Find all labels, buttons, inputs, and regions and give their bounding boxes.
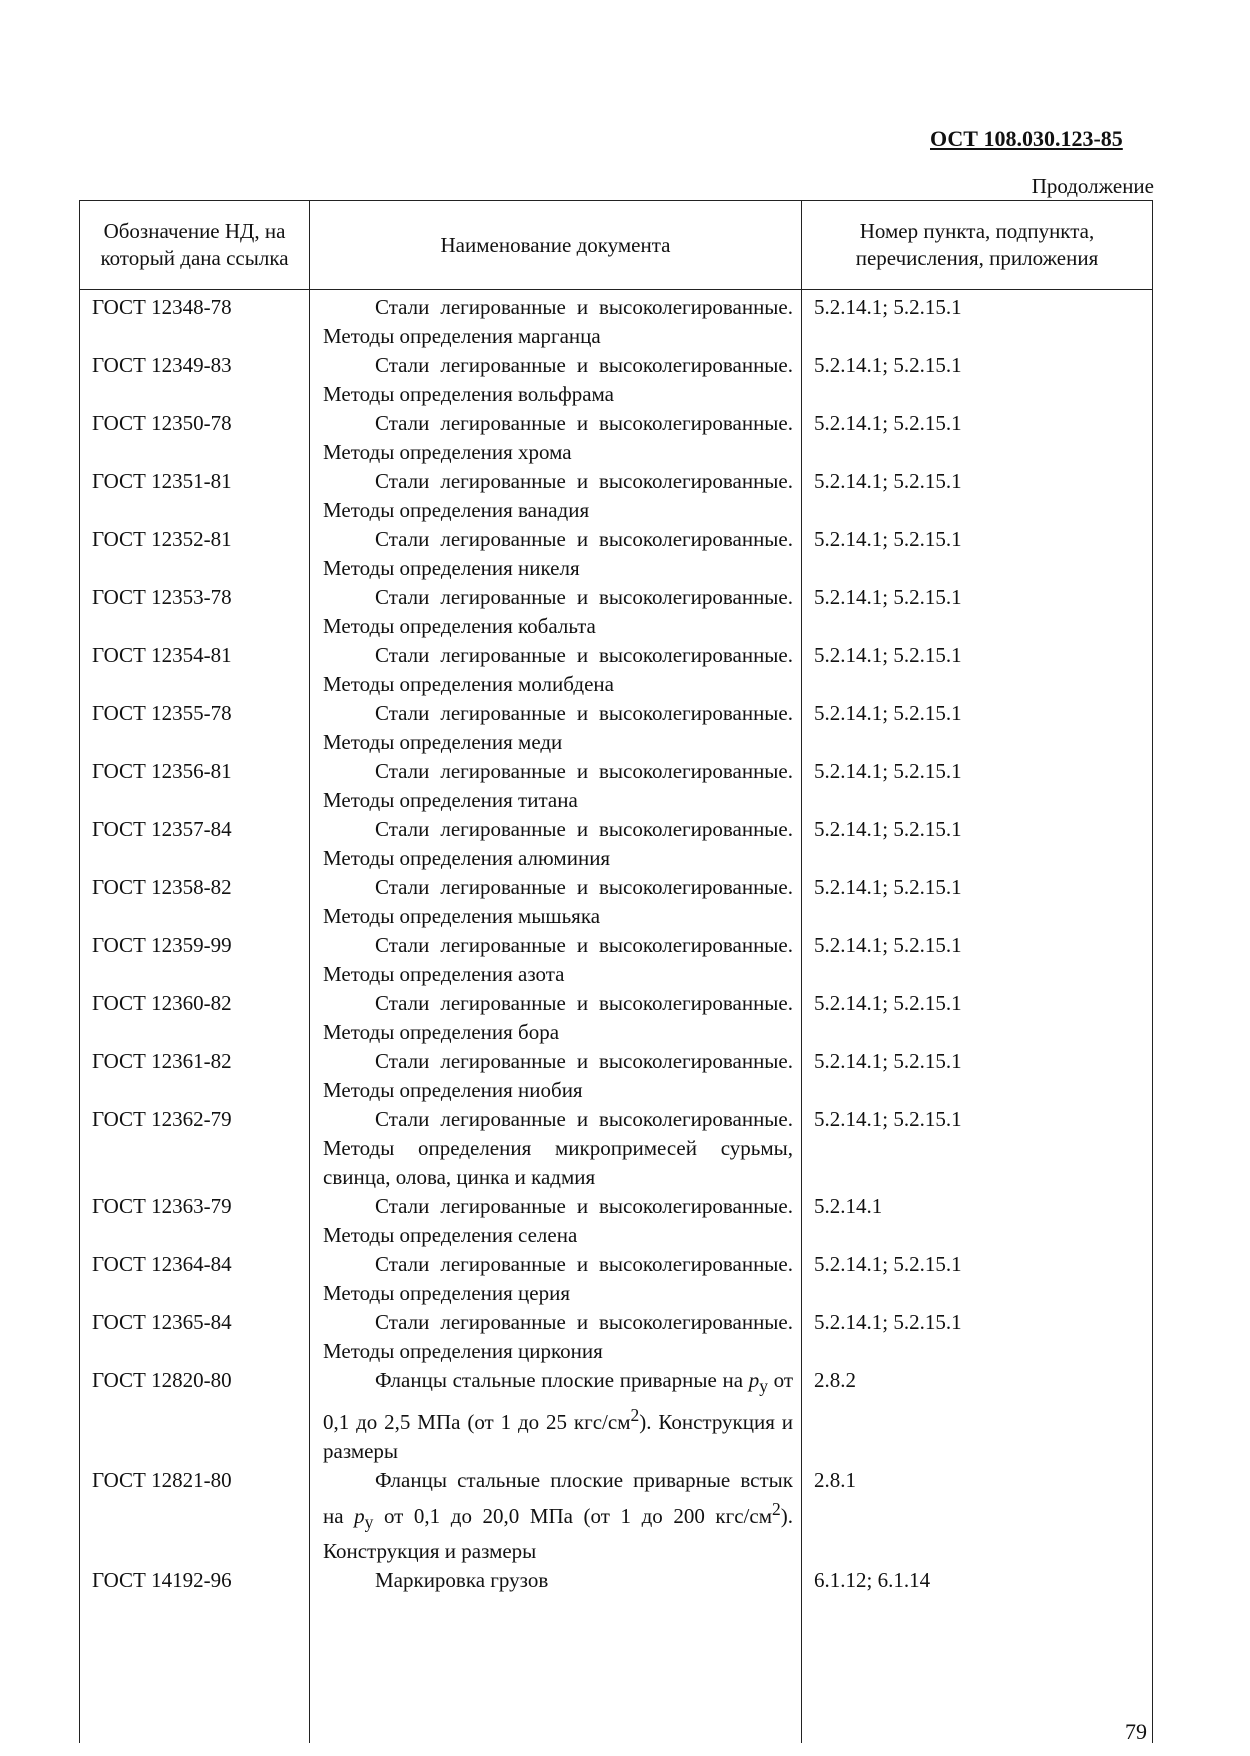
doc-designation: ГОСТ 12357-84	[80, 815, 310, 873]
doc-title	[310, 1308, 802, 1366]
doc-title	[310, 873, 802, 931]
column-header-doc: Обозначение НД, на который дана ссылка	[80, 201, 310, 290]
doc-designation: ГОСТ 12362-79	[80, 1105, 310, 1192]
doc-designation: ГОСТ 12364-84	[80, 1250, 310, 1308]
doc-title-part: у	[759, 1376, 768, 1397]
doc-designation: ГОСТ 12352-81	[80, 525, 310, 583]
doc-title-text: Стали легированные и высоколегированные. Методы определения азота	[323, 933, 793, 986]
table-row	[80, 1105, 1153, 1192]
clause-reference: 5.2.14.1; 5.2.15.1	[802, 699, 1153, 757]
doc-title-text: Стали легированные и высоколегированные. Методы определения микропримесей сурьмы, свинца, олова, цинка и кадмия	[323, 1107, 793, 1189]
empty-cell	[802, 1595, 1153, 1743]
table-row	[80, 1566, 1153, 1595]
doc-title-text: Стали легированные и высоколегированные. Методы определения циркония	[323, 1310, 793, 1363]
doc-title	[310, 1192, 802, 1250]
doc-title	[310, 525, 802, 583]
doc-title-text: Стали легированные и высоколегированные. Методы определения ванадия	[323, 469, 793, 522]
table-row	[80, 467, 1153, 525]
table-row	[80, 525, 1153, 583]
doc-designation: ГОСТ 12821-80	[80, 1466, 310, 1566]
clause-reference: 5.2.14.1; 5.2.15.1	[802, 641, 1153, 699]
table-row	[80, 583, 1153, 641]
doc-title-text: Стали легированные и высоколегированные. Методы определения хрома	[323, 411, 793, 464]
doc-title	[310, 931, 802, 989]
doc-title-part: 2	[630, 1405, 640, 1426]
doc-title-text: Стали легированные и высоколегированные. Методы определения селена	[323, 1194, 793, 1247]
table-header-row	[80, 201, 1153, 290]
doc-title-part: ). Конструкция и размеры	[323, 1504, 794, 1564]
references-table	[79, 200, 1153, 1743]
clause-reference: 5.2.14.1; 5.2.15.1	[802, 1250, 1153, 1308]
doc-title	[310, 757, 802, 815]
table-row	[80, 409, 1153, 467]
doc-title-part: Фланцы стальные плоские приварные встык на	[323, 1468, 793, 1529]
table-row	[80, 815, 1153, 873]
doc-title	[310, 1105, 802, 1192]
doc-designation: ГОСТ 12351-81	[80, 467, 310, 525]
doc-title-part: у	[364, 1512, 374, 1533]
doc-designation: ГОСТ 12355-78	[80, 699, 310, 757]
table-row	[80, 757, 1153, 815]
doc-title-text: Стали легированные и высоколегированные. Методы определения церия	[323, 1252, 793, 1305]
doc-designation: ГОСТ 12363-79	[80, 1192, 310, 1250]
table-row	[80, 1047, 1153, 1105]
clause-reference: 5.2.14.1; 5.2.15.1	[802, 409, 1153, 467]
doc-designation: ГОСТ 12361-82	[80, 1047, 310, 1105]
clause-reference: 5.2.14.1; 5.2.15.1	[802, 931, 1153, 989]
doc-designation: ГОСТ 12350-78	[80, 409, 310, 467]
clause-reference: 2.8.1	[802, 1466, 1153, 1566]
table-row	[80, 1308, 1153, 1366]
clause-reference: 5.2.14.1; 5.2.15.1	[802, 815, 1153, 873]
clause-reference: 5.2.14.1; 5.2.15.1	[802, 1047, 1153, 1105]
doc-title-part: Фланцы стальные плоские приварные на	[375, 1368, 749, 1392]
table-row	[80, 989, 1153, 1047]
doc-title	[310, 409, 802, 467]
continuation-label: Продолжение	[1031, 174, 1154, 198]
clause-reference: 6.1.12; 6.1.14	[802, 1566, 1153, 1595]
table-row	[80, 641, 1153, 699]
doc-title-part: 2	[772, 1499, 781, 1520]
doc-title-text: Стали легированные и высоколегированные. Методы определения меди	[323, 701, 793, 754]
doc-title	[310, 290, 802, 352]
doc-title-text: Маркировка грузов	[375, 1568, 549, 1593]
doc-designation: ГОСТ 12358-82	[80, 873, 310, 931]
clause-reference: 5.2.14.1; 5.2.15.1	[802, 525, 1153, 583]
doc-title-text: Стали легированные и высоколегированные. Методы определения бора	[323, 991, 793, 1044]
doc-designation: ГОСТ 12348-78	[80, 290, 310, 352]
page-number: 79	[1125, 1719, 1147, 1744]
clause-reference: 5.2.14.1; 5.2.15.1	[802, 873, 1153, 931]
table-row	[80, 699, 1153, 757]
table-row	[80, 1192, 1153, 1250]
doc-title-part: от 0,1 до 20,0 МПа (от 1 до 200 кгс/см	[373, 1504, 773, 1529]
clause-reference: 5.2.14.1; 5.2.15.1	[802, 757, 1153, 815]
doc-title	[310, 1466, 802, 1566]
doc-title-text: Стали легированные и высоколегированные. Методы определения ниобия	[323, 1049, 793, 1102]
doc-title-text: Стали легированные и высоколегированные. Методы определения никеля	[323, 527, 793, 580]
doc-designation: ГОСТ 14192-96	[80, 1566, 310, 1595]
doc-title-text: Стали легированные и высоколегированные. Методы определения вольфрама	[323, 353, 793, 406]
table-row	[80, 290, 1153, 352]
document-code: ОСТ 108.030.123-85	[930, 126, 1123, 151]
doc-designation: ГОСТ 12356-81	[80, 757, 310, 815]
clause-reference: 5.2.14.1	[802, 1192, 1153, 1250]
doc-designation: ГОСТ 12349-83	[80, 351, 310, 409]
doc-designation: ГОСТ 12359-99	[80, 931, 310, 989]
table-row	[80, 873, 1153, 931]
table-filler-row	[80, 1595, 1153, 1743]
doc-title-part: p	[354, 1504, 365, 1529]
clause-reference: 5.2.14.1; 5.2.15.1	[802, 467, 1153, 525]
column-header-ref: Номер пункта, подпункта, перечисления, приложения	[802, 201, 1153, 290]
doc-title	[310, 1250, 802, 1308]
column-header-title: Наименование документа	[310, 201, 802, 290]
doc-designation: ГОСТ 12353-78	[80, 583, 310, 641]
doc-title-part: p	[748, 1368, 760, 1392]
table-body	[80, 290, 1153, 1744]
doc-title	[310, 351, 802, 409]
doc-title	[310, 467, 802, 525]
clause-reference: 5.2.14.1; 5.2.15.1	[802, 1308, 1153, 1366]
doc-title-part: ). Конструкция и размеры	[323, 1410, 793, 1464]
doc-title	[310, 1047, 802, 1105]
doc-designation: ГОСТ 12360-82	[80, 989, 310, 1047]
clause-reference: 2.8.2	[802, 1366, 1153, 1466]
doc-designation: ГОСТ 12820-80	[80, 1366, 310, 1466]
table-row	[80, 1466, 1153, 1566]
clause-reference: 5.2.14.1; 5.2.15.1	[802, 583, 1153, 641]
table-row	[80, 351, 1153, 409]
clause-reference: 5.2.14.1; 5.2.15.1	[802, 1105, 1153, 1192]
empty-cell	[80, 1595, 310, 1743]
doc-title-text: Стали легированные и высоколегированные. Методы определения титана	[323, 759, 793, 812]
table-row	[80, 1250, 1153, 1308]
doc-title	[310, 815, 802, 873]
clause-reference: 5.2.14.1; 5.2.15.1	[802, 290, 1153, 352]
doc-title	[310, 641, 802, 699]
clause-reference: 5.2.14.1; 5.2.15.1	[802, 351, 1153, 409]
doc-title	[310, 583, 802, 641]
doc-title-text: Стали легированные и высоколегированные. Методы определения кобальта	[323, 585, 793, 638]
doc-title	[310, 699, 802, 757]
doc-designation: ГОСТ 12354-81	[80, 641, 310, 699]
doc-title-part: от 0,1 до 2,5 МПа (от 1 до 25 кгс/см	[323, 1368, 793, 1435]
doc-title-text: Стали легированные и высоколегированные. Методы определения марганца	[323, 295, 793, 348]
table-row	[80, 931, 1153, 989]
doc-title-text: Стали легированные и высоколегированные. Методы определения молибдена	[323, 643, 793, 696]
empty-cell	[310, 1595, 802, 1743]
clause-reference: 5.2.14.1; 5.2.15.1	[802, 989, 1153, 1047]
table-row	[80, 1366, 1153, 1466]
doc-title-text: Стали легированные и высоколегированные. Методы определения мышьяка	[323, 875, 793, 928]
doc-title	[310, 1566, 802, 1595]
doc-title	[310, 1366, 802, 1466]
doc-title-text: Стали легированные и высоколегированные. Методы определения алюминия	[323, 817, 793, 870]
doc-designation: ГОСТ 12365-84	[80, 1308, 310, 1366]
doc-title	[310, 989, 802, 1047]
